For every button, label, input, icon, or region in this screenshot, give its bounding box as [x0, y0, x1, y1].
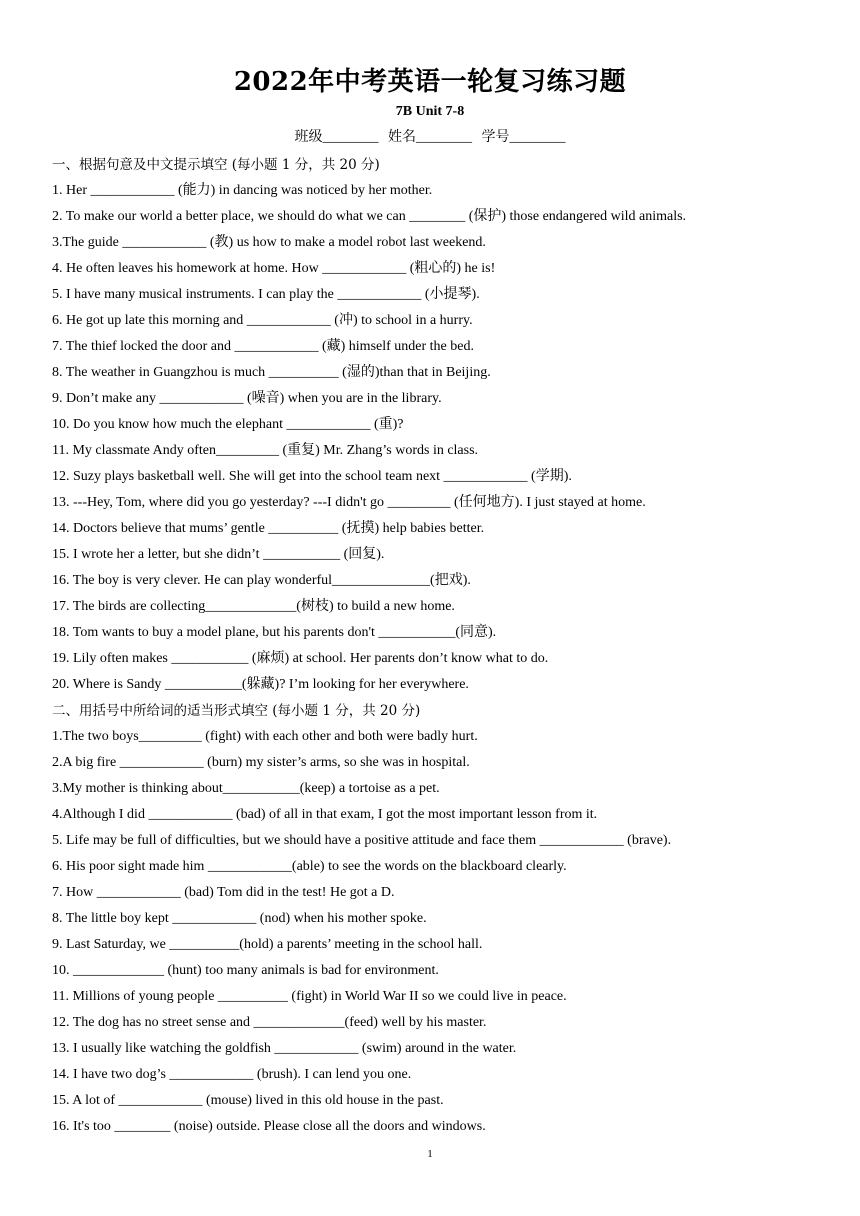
exercise-item: 12. Suzy plays basketball well. She will get into the school team next ____________ (学期). — [52, 469, 572, 484]
exercise-item: 11. My classmate Andy often_________ (重复) Mr. Zhang’s words in class. — [52, 443, 479, 458]
exercise-item: 17. The birds are collecting_____________(树枝) to build a new home. — [52, 599, 455, 614]
exercise-item: 15. I wrote her a letter, but she didn’t ___________ (回复). — [52, 547, 385, 562]
exercise-item: 3.My mother is thinking about___________(keep) a tortoise as a pet. — [52, 781, 440, 796]
exercise-item: 2. To make our world a better place, we should do what we can ________ (保护) those endangered wild animals. — [52, 209, 687, 224]
exercise-item: 5. I have many musical instruments. I can play the ____________ (小提琴). — [52, 287, 480, 302]
class-field-label: 班级________ — [294, 130, 379, 145]
page-number: 1 — [427, 1148, 433, 1160]
exercise-item: 2.A big fire ____________ (burn) my sister’s arms, so she was in hospital. — [52, 755, 470, 770]
exercise-item: 9. Don’t make any ____________ (噪音) when you are in the library. — [52, 391, 442, 406]
document-subtitle: 7B Unit 7-8 — [395, 104, 465, 119]
exercise-item: 7. How ____________ (bad) Tom did in the test! He got a D. — [52, 885, 395, 900]
section-heading: 二、用括号中所给词的适当形式填空 (每小题 1 分，共 20 分) — [52, 703, 421, 719]
exercise-item: 14. I have two dog’s ____________ (brush). I can lend you one. — [52, 1067, 412, 1082]
student-info-line — [0, 128, 860, 148]
exercise-item: 14. Doctors believe that mums’ gentle __________ (抚摸) help babies better. — [52, 521, 485, 536]
exercise-item: 4. He often leaves his homework at home. How ____________ (粗心的) he is! — [52, 261, 496, 276]
name-field-label: 姓名________ — [388, 130, 472, 145]
exercise-item: 12. The dog has no street sense and _____________(feed) well by his master. — [52, 1015, 487, 1030]
exercise-item: 6. He got up late this morning and ____________ (冲) to school in a hurry. — [52, 313, 473, 328]
exercise-item: 13. ---Hey, Tom, where did you go yesterday? ---I didn't go _________ (任何地方). I just stayed at home. — [52, 495, 646, 510]
exercise-item: 5. Life may be full of difficulties, but we should have a positive attitude and face them ____________ (brave). — [52, 833, 672, 848]
exercise-item: 15. A lot of ____________ (mouse) lived in this old house in the past. — [52, 1093, 444, 1108]
exercise-item: 10. _____________ (hunt) too many animals is bad for environment. — [52, 963, 439, 978]
exercise-item: 13. I usually like watching the goldfish ____________ (swim) around in the water. — [52, 1041, 517, 1056]
section-heading: 一、根据句意及中文提示填空 (每小题 1 分，共 20 分) — [52, 157, 380, 173]
exercise-item: 16. The boy is very clever. He can play wonderful______________(把戏). — [52, 573, 471, 588]
exercise-item: 7. The thief locked the door and ____________ (藏) himself under the bed. — [52, 339, 474, 354]
exercise-item: 8. The little boy kept ____________ (nod) when his mother spoke. — [52, 911, 427, 926]
exercise-item: 8. The weather in Guangzhou is much __________ (湿的)than that in Beijing. — [52, 365, 491, 380]
exercise-item: 16. It's too ________ (noise) outside. Please close all the doors and windows. — [52, 1119, 486, 1134]
exercise-item: 1.The two boys_________ (fight) with each other and both were badly hurt. — [52, 729, 478, 744]
exercise-item: 10. Do you know how much the elephant ____________ (重)? — [52, 417, 404, 432]
exercise-item: 11. Millions of young people __________ (fight) in World War II so we could live in peace. — [52, 989, 567, 1004]
exercise-item: 9. Last Saturday, we __________(hold) a parents’ meeting in the school hall. — [52, 937, 483, 952]
exercise-item: 4.Although I did ____________ (bad) of all in that exam, I got the most important lesson from it. — [52, 807, 598, 822]
student-id-field-label: 学号________ — [481, 130, 566, 145]
document-title: 2022年中考英语一轮复习练习题 — [233, 67, 627, 97]
exercise-item: 19. Lily often makes ___________ (麻烦) at school. Her parents don’t know what to do. — [52, 651, 549, 666]
exercise-item: 20. Where is Sandy ___________(躲藏)? I’m looking for her everywhere. — [52, 677, 469, 692]
exercise-item: 18. Tom wants to buy a model plane, but his parents don't ___________(同意). — [52, 625, 497, 640]
exercise-item: 3.The guide ____________ (教) us how to make a model robot last weekend. — [52, 235, 486, 250]
exercise-item: 1. Her ____________ (能力) in dancing was noticed by her mother. — [52, 183, 433, 198]
exercise-content — [52, 152, 812, 1140]
exercise-item: 6. His poor sight made him ____________(able) to see the words on the blackboard clearly. — [52, 859, 567, 874]
